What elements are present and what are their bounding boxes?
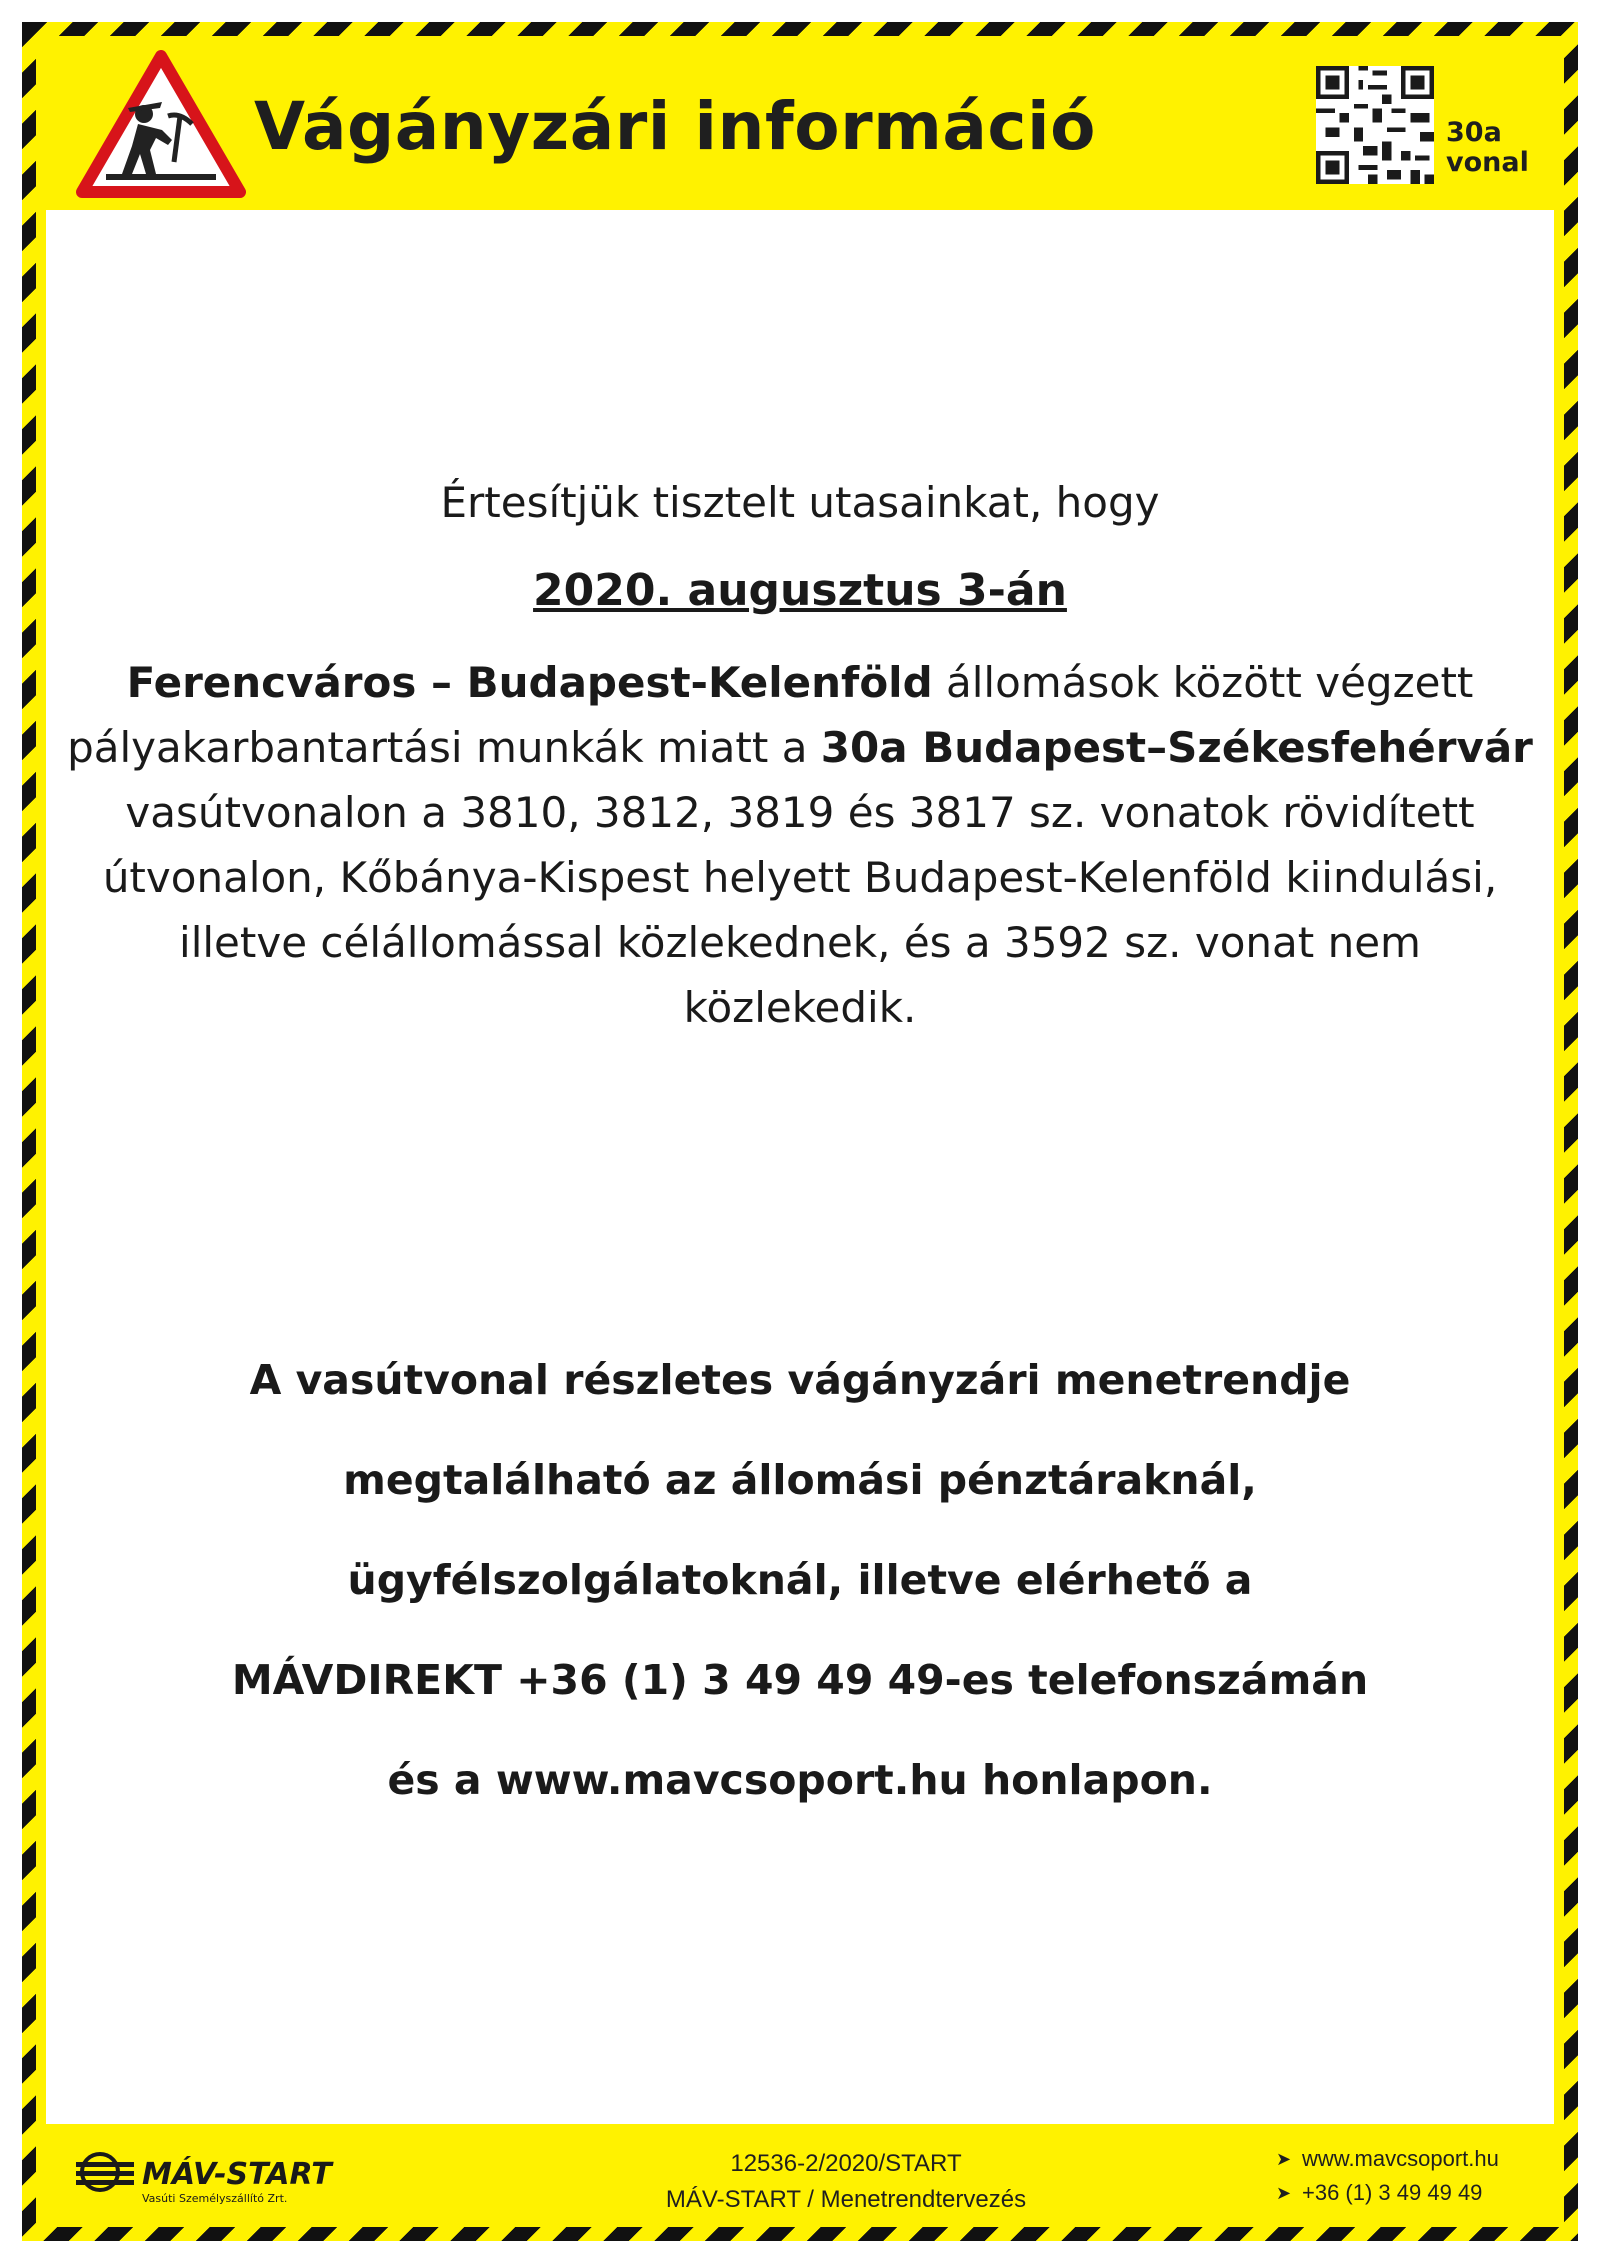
line-word: vonal: [1446, 147, 1529, 178]
info-line-2: megtalálható az állomási pénztáraknál,: [343, 1456, 1257, 1504]
website-row[interactable]: [1276, 2142, 1499, 2176]
mav-start-logo: [70, 2146, 360, 2206]
qr-code-icon[interactable]: [1316, 66, 1434, 184]
phone-number[interactable]: +36 (1) 3 49 49 49: [1302, 2180, 1483, 2205]
arrow-right-icon: ➤: [1276, 2149, 1292, 2169]
line-number: 30a: [1446, 117, 1502, 148]
warning-worker-icon: [76, 50, 246, 200]
notice-intro: Értesítjük tisztelt utasainkat, hogy: [440, 478, 1160, 527]
website-link[interactable]: www.mavcsoport.hu: [1302, 2146, 1499, 2171]
info-line-5: és a www.mavcsoport.hu honlapon.: [387, 1756, 1213, 1804]
footer: [46, 2124, 1554, 2227]
department: MÁV-START / Menetrendtervezés: [665, 2186, 1027, 2213]
timetable-info: [60, 1350, 1540, 1850]
notice-date: 2020. augusztus 3-án: [533, 565, 1067, 616]
header: [46, 46, 1554, 210]
info-line-4: MÁVDIREKT +36 (1) 3 49 49 49-es telefonszámán: [231, 1656, 1369, 1704]
info-line-1: A vasútvonal részletes vágányzári menetrendje: [249, 1356, 1351, 1404]
notice-body: [60, 650, 1540, 1040]
notice-text-1: állomások között végzett pályakarbantartási munkák miatt a: [67, 658, 1474, 772]
route-name: Ferencváros – Budapest-Kelenföld: [126, 658, 933, 707]
logo-name: MÁV-START: [142, 2157, 332, 2192]
notice-text-2: vasútvonalon a 3810, 3812, 3819 és 3817 sz. vonatok rövidített útvonalon, Kőbánya-Kispest helyett Budapest-Kelenföld kiindulási, illetve célállomással közlekednek, és a 3592 sz. vonat nem közlekedik.: [102, 788, 1498, 1032]
document-reference: [566, 2146, 1126, 2218]
logo-tagline: Vasúti Személyszállító Zrt.: [142, 2192, 288, 2205]
doc-number: 12536-2/2020/START: [730, 2150, 962, 2177]
line-badge: [1446, 118, 1529, 178]
arrow-right-icon: ➤: [1276, 2183, 1292, 2203]
contacts: [1276, 2142, 1499, 2210]
line-name: 30a Budapest–Székesfehérvár: [820, 723, 1533, 772]
page-title: Vágányzári információ: [254, 88, 1097, 165]
phone-row[interactable]: [1276, 2176, 1499, 2210]
info-line-3: ügyfélszolgálatoknál, illetve elérhető a: [347, 1556, 1253, 1604]
